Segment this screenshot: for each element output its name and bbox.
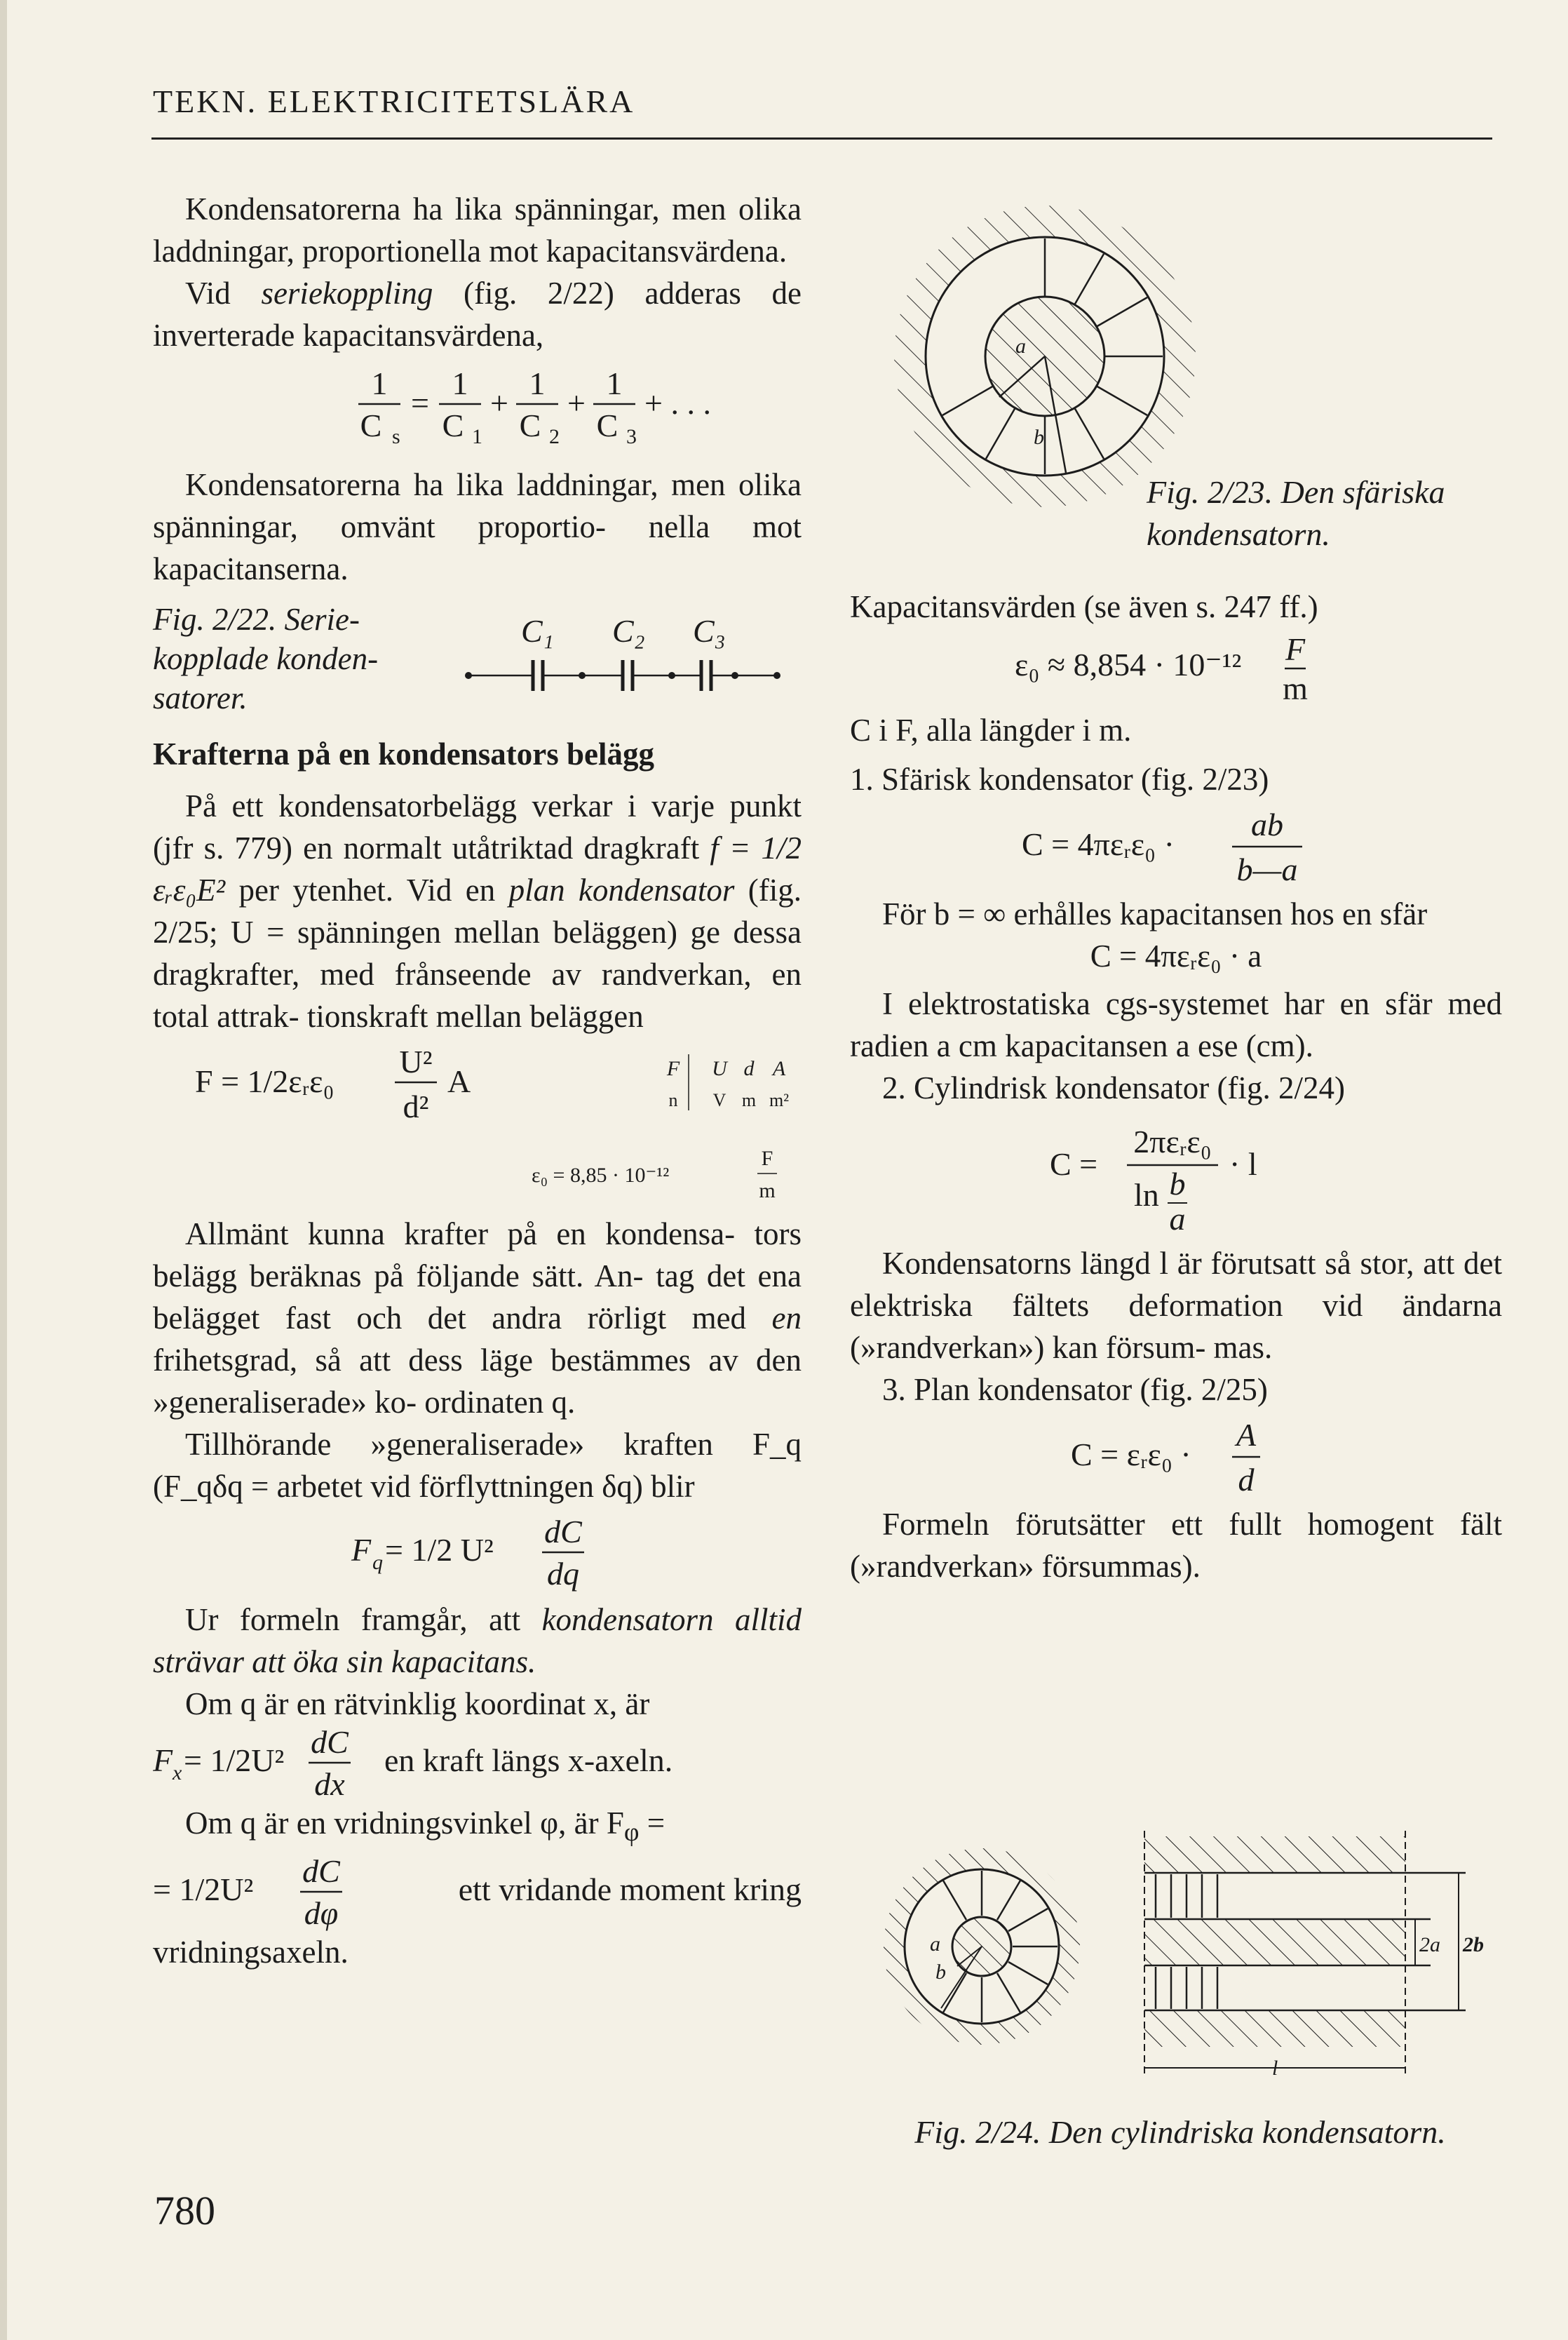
paragraph: Om q är en rätvinklig koordinat x, är	[185, 1686, 650, 1721]
force-formula-block	[153, 1037, 802, 1143]
operator: =	[410, 385, 429, 421]
denominator: dφ	[304, 1895, 339, 1931]
label-2b: 2b	[1463, 1933, 1484, 1956]
text: frihetsgrad, så att dess läge bestämmes av den »generaliserade» ko- ordinaten q.	[153, 1343, 802, 1420]
paragraph: I elektrostatiska cgs-systemet har en sfär med radien a cm kapacitansen a ese (cm).	[850, 986, 1502, 1063]
numerator: 1	[452, 365, 468, 401]
label-b: b	[935, 1961, 946, 1984]
unit-symbol: d	[743, 1057, 755, 1080]
unit-value: n	[668, 1090, 678, 1110]
numerator: U²	[399, 1044, 433, 1080]
subscript: 1	[471, 425, 482, 448]
paragraph	[153, 1213, 802, 1423]
label-a: a	[1015, 335, 1026, 358]
text: På ett kondensatorbelägg verkar i varje punkt (jfr s. 779) en normalt utåtriktad dragkraft	[153, 788, 802, 866]
emphasis: kondensatorn alltid strävar att öka sin kapacitans.	[153, 1602, 802, 1679]
figure-2-23-spherical-capacitor	[884, 195, 1206, 518]
formula-lhs: F	[153, 1742, 173, 1778]
unit-value: V	[712, 1090, 726, 1110]
numerator: 2πεᵣε₀	[1133, 1124, 1212, 1159]
paragraph: Formeln förutsätter ett fullt homogent fält (»randverkan» försummas).	[850, 1507, 1502, 1584]
spherical-formula	[850, 807, 1502, 886]
denominator: d	[1238, 1462, 1255, 1498]
paragraph: För b = ∞ erhålles kapacitansen hos en sfär	[882, 896, 1428, 932]
list-item: 2. Cylindrisk kondensator (fig. 2/24)	[882, 1070, 1345, 1105]
denominator: m	[759, 1179, 776, 1202]
unit-value: m	[741, 1090, 757, 1110]
subscript: 2	[548, 425, 560, 448]
subscript: x	[173, 1761, 182, 1784]
paragraph	[153, 1599, 802, 1683]
fphi-formula	[153, 1854, 802, 1931]
formula-tail: en kraft längs x-axeln.	[384, 1742, 673, 1778]
formula-lhs: ε₀ ≈ 8,854 · 10⁻¹²	[1015, 647, 1242, 682]
denominator: dq	[546, 1556, 579, 1592]
subscript: s	[391, 425, 400, 448]
figure-2-24-longitudinal-section	[1136, 1831, 1501, 2083]
formula-tail: ett vridande moment kring	[458, 1871, 802, 1907]
force-formula	[195, 1037, 489, 1136]
formula-mid: = 1/2U²	[184, 1742, 285, 1778]
axial-field-arrows-top	[1156, 1874, 1217, 1918]
axial-field-arrows-bottom	[1156, 1967, 1217, 2009]
text: (fig. 2/22) adderas de inverterade kapacitansvärdena,	[153, 276, 802, 353]
page-edge	[0, 0, 7, 2340]
formula-tail: A	[447, 1063, 471, 1099]
fq-formula	[153, 1514, 802, 1592]
formula-mid: = 1/2 U²	[384, 1532, 494, 1568]
formula-lhs: = 1/2U²	[153, 1871, 254, 1907]
label-l: l	[1272, 2057, 1278, 2080]
formula-tail: · l	[1229, 1146, 1257, 1182]
numerator: 1	[371, 365, 387, 401]
subscript: 3	[626, 425, 637, 448]
paragraph: Tillhörande »generaliserade» kraften F_q (F_qδq = arbetet vid förflyttningen δq) blir	[153, 1427, 802, 1504]
numerator: 1	[529, 365, 545, 401]
fx-formula	[153, 1725, 802, 1802]
label-c2: C₂	[612, 613, 645, 649]
plane-formula	[850, 1418, 1502, 1496]
left-column	[153, 188, 802, 1973]
operator: +	[567, 385, 586, 421]
paragraph	[153, 785, 802, 1037]
text: Vid	[185, 276, 262, 311]
denominator: C	[360, 408, 381, 443]
figure-2-22	[153, 600, 802, 733]
label-c3: C₃	[693, 613, 726, 649]
epsilon-formula-small	[532, 1143, 798, 1210]
unit-symbol: A	[772, 1057, 786, 1080]
text: Ur formeln framgår, att	[185, 1602, 542, 1637]
paragraph	[153, 272, 802, 356]
list-item: 1. Sfärisk kondensator (fig. 2/23)	[850, 762, 1269, 797]
inline-formula: f = 1/2 εᵣε₀E²	[153, 831, 802, 908]
text: per ytenhet. Vid en	[225, 873, 509, 908]
denominator-ln: ln	[1134, 1177, 1159, 1213]
label-c1: C₁	[521, 613, 554, 649]
running-header: TEKN. ELEKTRICITETSLÄRA	[153, 83, 635, 119]
numerator: dC	[302, 1854, 340, 1889]
right-column	[850, 586, 1502, 1587]
paragraph: Kapacitansvärden (se även s. 247 ff.)	[850, 589, 1318, 624]
denominator: C	[442, 408, 464, 443]
cylindrical-formula	[850, 1116, 1502, 1235]
emphasis: en	[771, 1300, 802, 1336]
numerator: A	[1236, 1417, 1257, 1453]
numerator: dC	[311, 1725, 349, 1760]
unit-table	[663, 1050, 797, 1120]
unit-symbol: F	[666, 1057, 680, 1080]
unit-symbol: U	[712, 1057, 727, 1080]
paragraph	[153, 1802, 802, 1854]
emphasis: plan kondensator	[508, 873, 735, 908]
denominator: d²	[403, 1089, 429, 1124]
page-number: 780	[154, 2188, 215, 2233]
capacitor-c1	[532, 660, 544, 691]
numerator: 1	[606, 365, 622, 401]
numerator: ab	[1251, 807, 1283, 842]
formula-lhs: C = εᵣε₀ ·	[1071, 1437, 1191, 1472]
formula-lhs: C =	[1050, 1146, 1098, 1182]
label-b: b	[1034, 426, 1044, 449]
paragraph: Kondensatorns längd l är förutsatt så stor, att det elektriska fältets deformation vid ändarna (»randverkan») kan försum- mas.	[850, 1246, 1502, 1365]
capacitor-c3	[700, 660, 712, 691]
subscript: q	[372, 1551, 383, 1574]
denominator: m	[1283, 671, 1308, 706]
operator: + . . .	[644, 385, 711, 421]
text: (fig. 2/25; U = spänningen mellan beläggen) ge dessa dragkrafter, med frånseende av randverkan, en total attrak- tionskraft mellan beläggen	[153, 873, 802, 1034]
denominator-numerator: b	[1169, 1166, 1186, 1202]
figure-caption-2-24: Fig. 2/24. Den cylindriska kondensatorn.	[914, 2114, 1446, 2150]
capacitor-c2	[621, 660, 634, 691]
paragraph: Kondensatorerna ha lika laddningar, men olika spänningar, omvänt proportio- nella mot kapacitanserna.	[153, 467, 802, 586]
numerator: F	[1285, 631, 1306, 667]
subscript: φ	[623, 1818, 640, 1847]
epsilon-formula	[850, 631, 1502, 706]
numerator: dC	[543, 1514, 582, 1549]
formula-lhs: F	[351, 1532, 371, 1568]
section-heading: Krafterna på en kondensators belägg	[153, 737, 655, 772]
formula-lhs: ε₀ = 8,85 · 10⁻¹²	[532, 1164, 670, 1187]
formula-lhs: C = 4πεᵣε₀ ·	[1022, 826, 1175, 862]
operator: +	[489, 385, 508, 421]
list-item: 3. Plan kondensator (fig. 2/25)	[882, 1372, 1268, 1407]
denominator: C	[519, 408, 541, 443]
series-formula	[153, 363, 802, 457]
paragraph: C i F, alla längder i m.	[850, 713, 1132, 748]
figure-caption-2-23: Fig. 2/23. Den sfäriska kondensatorn.	[1147, 474, 1445, 552]
epsilon-note	[153, 1143, 802, 1213]
unit-value: m²	[769, 1090, 790, 1110]
paragraph: Kondensatorerna ha lika spänningar, men olika laddningar, proportionella mot kapacitansvärdena.	[153, 191, 802, 269]
denominator: C	[596, 408, 618, 443]
denominator: b—a	[1236, 852, 1298, 887]
figure-caption: Fig. 2/22. Serie- kopplade konden- satorer.	[153, 602, 379, 715]
label-2a: 2a	[1419, 1933, 1440, 1956]
text: Allmänt kunna krafter på en kondensa- tors belägg beräknas på följande sätt. An- tag det ena belägget fast och det andra rörligt med	[153, 1216, 802, 1336]
label-a: a	[930, 1932, 940, 1956]
formula-lhs: F = 1/2εᵣε₀	[195, 1063, 334, 1099]
numerator: F	[761, 1147, 773, 1170]
denominator: dx	[314, 1766, 345, 1802]
emphasis: seriekoppling	[261, 276, 433, 311]
figure-2-24-cross-section	[877, 1841, 1087, 2052]
series-capacitor-diagram	[454, 600, 791, 712]
header-rule	[151, 137, 1492, 140]
sphere-formula: C = 4πεᵣε₀ · a	[1090, 939, 1262, 974]
denominator-denominator: a	[1169, 1201, 1186, 1237]
text: Om q är en vridningsvinkel φ, är F	[185, 1806, 624, 1841]
paragraph: vridningsaxeln.	[153, 1935, 349, 1970]
text: =	[639, 1806, 665, 1841]
